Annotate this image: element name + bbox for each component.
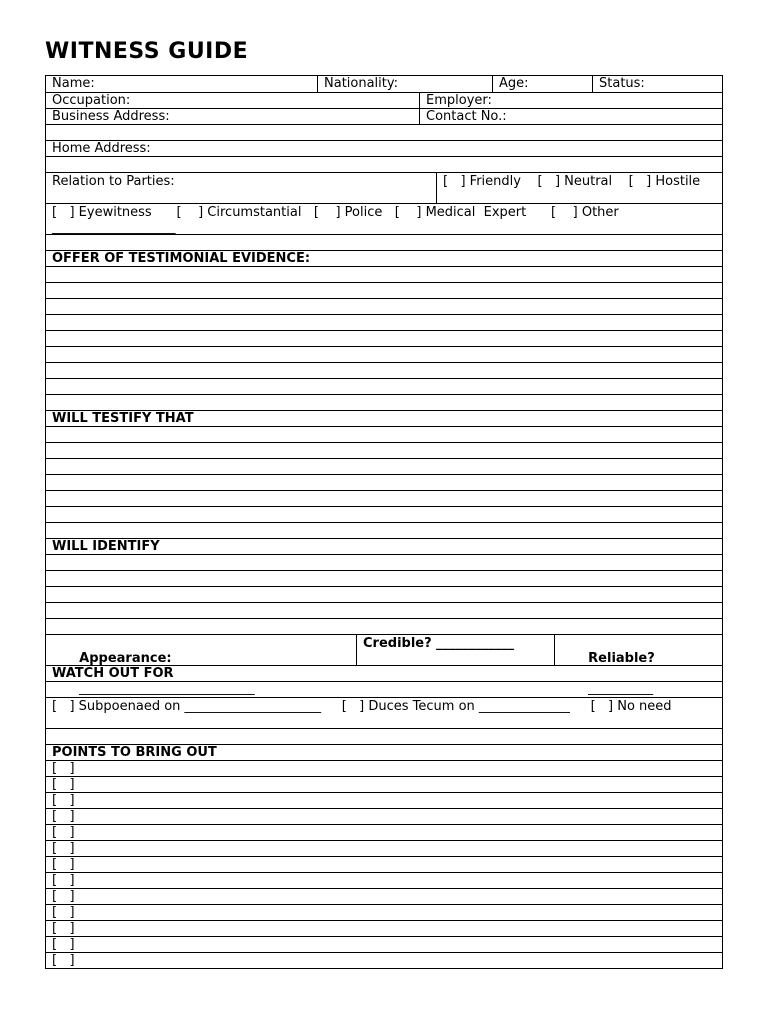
point-checkbox[interactable]: [ ] bbox=[52, 777, 75, 792]
age-field[interactable]: Age: bbox=[492, 76, 592, 92]
point-checkbox[interactable]: [ ] bbox=[52, 953, 75, 968]
point-item bbox=[46, 904, 722, 920]
appearance-blank: ___________________________ bbox=[79, 681, 255, 696]
offer-heading: OFFER OF TESTIMONIAL EVIDENCE: bbox=[52, 251, 311, 266]
offer-line[interactable] bbox=[46, 378, 722, 394]
testify-line[interactable] bbox=[46, 474, 722, 490]
reliable-blank: __________ bbox=[588, 681, 654, 696]
business-address-field[interactable]: Business Address: bbox=[52, 109, 170, 124]
watch-out-heading: WATCH OUT FOR bbox=[52, 666, 174, 681]
point-item bbox=[46, 792, 722, 808]
point-checkbox[interactable]: [ ] bbox=[52, 857, 75, 872]
testify-heading-row bbox=[46, 410, 722, 426]
business-row bbox=[46, 108, 722, 124]
point-item bbox=[46, 776, 722, 792]
relation-row bbox=[46, 172, 722, 203]
offer-line[interactable] bbox=[46, 266, 722, 282]
point-item bbox=[46, 888, 722, 904]
point-checkbox[interactable]: [ ] bbox=[52, 825, 75, 840]
employer-field[interactable]: Employer: bbox=[419, 93, 722, 108]
testify-line[interactable] bbox=[46, 442, 722, 458]
point-item bbox=[46, 824, 722, 840]
point-checkbox[interactable]: [ ] bbox=[52, 921, 75, 936]
blank-row[interactable] bbox=[46, 234, 722, 250]
testify-line[interactable] bbox=[46, 506, 722, 522]
point-item bbox=[46, 872, 722, 888]
points-heading-row bbox=[46, 744, 722, 760]
point-checkbox[interactable]: [ ] bbox=[52, 905, 75, 920]
identify-line[interactable] bbox=[46, 618, 722, 634]
identify-line[interactable] bbox=[46, 570, 722, 586]
offer-line[interactable] bbox=[46, 394, 722, 410]
relation-options[interactable]: [ ] Friendly [ ] Neutral [ ] Hostile bbox=[436, 173, 722, 203]
form-title: WITNESS GUIDE bbox=[45, 39, 249, 64]
offer-line[interactable] bbox=[46, 330, 722, 346]
status-field[interactable]: Status: bbox=[592, 76, 722, 92]
name-field[interactable]: Name: bbox=[52, 76, 95, 91]
home-address-field[interactable]: Home Address: bbox=[52, 141, 151, 156]
offer-heading-row bbox=[46, 250, 722, 266]
witness-type-row bbox=[46, 203, 722, 234]
identify-heading: WILL IDENTIFY bbox=[52, 539, 160, 554]
subpoena-row bbox=[46, 697, 722, 728]
offer-line[interactable] bbox=[46, 298, 722, 314]
identify-heading-row bbox=[46, 538, 722, 554]
testify-heading: WILL TESTIFY THAT bbox=[52, 411, 194, 426]
blank-row[interactable] bbox=[46, 124, 722, 140]
identify-line[interactable] bbox=[46, 586, 722, 602]
identity-row bbox=[46, 76, 722, 92]
point-item bbox=[46, 856, 722, 872]
point-checkbox[interactable]: [ ] bbox=[52, 889, 75, 904]
witness-guide-form bbox=[45, 75, 723, 969]
identify-line[interactable] bbox=[46, 554, 722, 570]
points-heading: POINTS TO BRING OUT bbox=[52, 745, 217, 760]
testify-line[interactable] bbox=[46, 522, 722, 538]
home-address-row bbox=[46, 140, 722, 156]
blank-row[interactable] bbox=[46, 156, 722, 172]
contact-no-field[interactable]: Contact No.: bbox=[419, 109, 722, 124]
point-item bbox=[46, 808, 722, 824]
testify-line[interactable] bbox=[46, 490, 722, 506]
point-checkbox[interactable]: [ ] bbox=[52, 793, 75, 808]
point-item bbox=[46, 952, 722, 968]
reliable-cell[interactable] bbox=[554, 635, 722, 696]
credible-cell[interactable]: Credible? ____________ bbox=[356, 635, 554, 665]
point-checkbox[interactable]: [ ] bbox=[52, 841, 75, 856]
point-item bbox=[46, 760, 722, 776]
point-checkbox[interactable]: [ ] bbox=[52, 761, 75, 776]
point-checkbox[interactable]: [ ] bbox=[52, 873, 75, 888]
point-item bbox=[46, 920, 722, 936]
offer-line[interactable] bbox=[46, 362, 722, 378]
nationality-field[interactable]: Nationality: bbox=[317, 76, 492, 92]
offer-line[interactable] bbox=[46, 314, 722, 330]
appearance-label: Appearance: bbox=[79, 651, 172, 666]
relation-to-parties-label: Relation to Parties: bbox=[52, 174, 175, 189]
identify-line[interactable] bbox=[46, 602, 722, 618]
subpoena-options[interactable]: [ ] Subpoenaed on _____________________ [ ] Duces Tecum on ______________ [ ] No need bbox=[52, 699, 672, 714]
offer-line[interactable] bbox=[46, 346, 722, 362]
witness-type-options[interactable]: [ ] Eyewitness [ ] Circumstantial [ ] Police [ ] Medical Expert [ ] Other ___________________ bbox=[52, 205, 623, 235]
occupation-row bbox=[46, 92, 722, 108]
watch-out-heading-row bbox=[46, 665, 722, 681]
offer-line[interactable] bbox=[46, 282, 722, 298]
testify-line[interactable] bbox=[46, 458, 722, 474]
point-item bbox=[46, 840, 722, 856]
reliable-label: Reliable? bbox=[588, 651, 655, 666]
blank-row[interactable] bbox=[46, 728, 722, 744]
testify-line[interactable] bbox=[46, 426, 722, 442]
point-checkbox[interactable]: [ ] bbox=[52, 937, 75, 952]
point-checkbox[interactable]: [ ] bbox=[52, 809, 75, 824]
point-item bbox=[46, 936, 722, 952]
occupation-field[interactable]: Occupation: bbox=[52, 93, 131, 108]
